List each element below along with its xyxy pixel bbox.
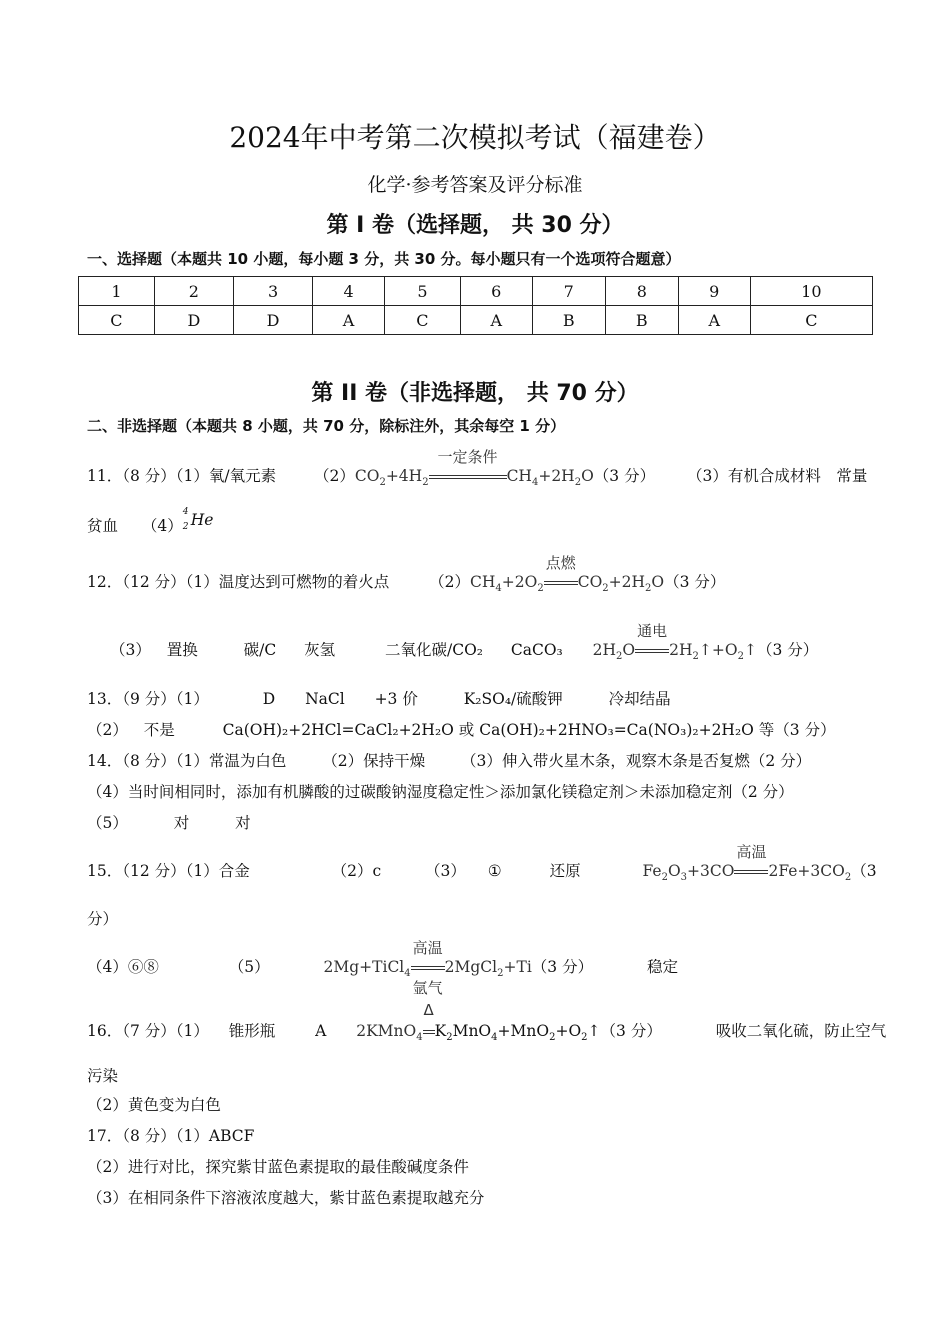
q15-score2: （3 分）	[531, 958, 594, 976]
part1-section-title: 一、选择题（本题共 10 小题，每小题 3 分，共 30 分。每小题只有一个选项符合题意）	[87, 250, 681, 268]
table-cell: 9	[678, 277, 750, 306]
answer-table	[78, 276, 873, 335]
table-cell: 3	[233, 277, 312, 306]
q15-part3-label: （3）	[425, 862, 466, 880]
q12-line1	[87, 554, 726, 595]
q15-answer-circle1: ①	[487, 862, 502, 880]
q12-condition2: 通电	[637, 622, 668, 640]
q12-line2	[110, 622, 819, 663]
table-cell: 4	[313, 277, 385, 306]
q13-line2	[87, 718, 836, 740]
q14-part2: （2）保持干燥	[322, 752, 426, 770]
table-cell: B	[532, 306, 605, 335]
q12-equation2-left: $2H_2O$	[592, 641, 636, 663]
q11-isotope	[182, 507, 214, 535]
q11-equation-arrow	[429, 448, 507, 485]
q11-isotope-mass: 4	[182, 507, 189, 517]
q15-answer-stable: 稳定	[646, 958, 678, 976]
table-cell: C	[750, 306, 872, 335]
q11-part3: （3）有机合成材料 常量	[686, 467, 868, 485]
table-cell: D	[233, 306, 312, 335]
answer-table-answer-row	[79, 306, 873, 335]
table-cell: B	[605, 306, 678, 335]
q16-equation-right: $K_2MnO_4+MnO_2+O_2↑$	[434, 1022, 601, 1044]
q13-answer-d: D	[262, 690, 276, 708]
q13-part1-label: 13．（9 分）（1）	[87, 690, 209, 708]
q13-answer-valence: +3 价	[374, 690, 418, 708]
table-cell: 8	[605, 277, 678, 306]
q15-equation2-right: 2MgCl$_2$+Ti	[444, 958, 532, 980]
q13-answer-crystallization: 冷却结晶	[608, 690, 671, 708]
answer-table-number-row	[79, 277, 873, 306]
q12-condition1: 点燃	[545, 554, 576, 572]
q16-answer-absorb-cont: 污染	[87, 1067, 119, 1085]
q16-answer-a: A	[315, 1022, 327, 1040]
table-cell: 7	[532, 277, 605, 306]
q16-part1-label: 16．（7 分）（1）	[87, 1022, 209, 1040]
q13-line1	[87, 687, 671, 709]
q14-part1: 14．（8 分）（1）常温为白色	[87, 752, 287, 770]
q11-line2	[87, 507, 214, 536]
q12-answer-caco3: CaCO₃	[510, 641, 563, 659]
q16-equation-left: 2KMnO$_4$	[356, 1022, 423, 1044]
table-cell: 6	[460, 277, 532, 306]
q16-equation-arrow	[423, 1001, 435, 1040]
q15-part1: 15．（12 分）（1）合金	[87, 862, 250, 880]
q15-score1-end: 分）	[87, 910, 119, 928]
q11-isotope-number: 2	[182, 522, 189, 532]
q15-condition2: 高温	[412, 939, 443, 957]
table-cell: D	[154, 306, 233, 335]
q15-equation1-arrow	[734, 843, 768, 880]
q15-equation2-arrow	[411, 939, 445, 997]
q17-part2: （2）进行对比，探究紫甘蓝色素提取的最佳酸碱度条件	[87, 1158, 469, 1176]
q11-isotope-symbol: He	[190, 511, 214, 529]
q15-answer-reduction: 还原	[549, 862, 581, 880]
q15-part2: （2）c	[331, 862, 382, 880]
q14-part4: （4）当时间相同时，添加有机膦酸的过碳酸钠湿度稳定性＞添加氯化镁稳定剂＞未添加稳定剂（2 分）	[87, 783, 794, 801]
q11-part4-label: （4）	[141, 517, 183, 535]
q17-line1	[87, 1124, 254, 1146]
q16-line3	[87, 1093, 221, 1115]
q15-equation1-right: $2Fe+3CO_2$	[768, 862, 852, 884]
q11-equation-right: $CH_4+2H_2O$	[506, 467, 594, 489]
q11-part3-cont: 贫血	[87, 517, 119, 535]
q14-line2	[87, 780, 794, 802]
q16-condition: Δ	[423, 1001, 434, 1019]
q15-condition3: 氩气	[412, 979, 443, 997]
q11-line1	[87, 448, 868, 489]
q16-part2: （2）黄色变为白色	[87, 1096, 221, 1114]
page-subtitle: 化学·参考答案及评分标准	[367, 174, 583, 196]
q15-equation2-left: 2Mg+TiCl$_4$	[323, 958, 411, 980]
q16-line1	[87, 1001, 887, 1044]
q12-part3-label: （3）	[110, 641, 151, 659]
part2-section-title: 二、非选择题（本题共 8 小题，共 70 分，除标注外，其余每空 1 分）	[87, 417, 566, 435]
q15-condition1: 高温	[736, 843, 767, 861]
q13-answer-nacl: NaCl	[305, 690, 345, 708]
q17-part3: （3）在相同条件下溶液浓度越大，紫甘蓝色素提取越充分	[87, 1189, 485, 1207]
q12-score1: （3 分）	[664, 573, 726, 591]
part2-heading: 第 II 卷（非选择题， 共 70 分）	[311, 381, 639, 406]
q15-equation1-left: $Fe_2O_3+3CO$	[642, 862, 735, 884]
q13-part2-label: （2）	[87, 721, 128, 739]
table-cell: A	[460, 306, 532, 335]
q12-part1: 12．（12 分）（1）温度达到可燃物的着火点	[87, 573, 390, 591]
table-cell: 10	[750, 277, 872, 306]
q14-part5-label: （5）	[87, 814, 128, 832]
table-cell: A	[313, 306, 385, 335]
q15-line2	[87, 907, 118, 929]
table-cell: 5	[385, 277, 461, 306]
table-cell: A	[678, 306, 750, 335]
q12-answer-grey-hydrogen: 灰氢	[304, 641, 336, 659]
q17-line2	[87, 1155, 469, 1177]
q11-equation-left: $CO_2+4H_2$	[354, 467, 429, 489]
q15-part4: （4）⑥⑧	[87, 958, 159, 976]
q12-equation1-arrow	[544, 554, 578, 591]
q12-answer-carbon: 碳/C	[243, 641, 277, 659]
q12-score2: （3 分）	[756, 641, 819, 659]
page-title: 2024年中考第二次模拟考试（福建卷）	[229, 121, 721, 154]
part1-heading: 第 I 卷（选择题， 共 30 分）	[326, 213, 624, 238]
q16-score: （3 分）	[600, 1022, 662, 1040]
table-cell: C	[385, 306, 461, 335]
q13-answer-k2so4: K₂SO₄/硫酸钾	[463, 690, 563, 708]
q11-part2-label: （2）	[313, 467, 355, 485]
q16-answer-flask: 锥形瓶	[228, 1022, 276, 1040]
table-cell: 1	[79, 277, 155, 306]
q14-line3	[87, 811, 251, 833]
table-cell: C	[79, 306, 155, 335]
q15-line1	[87, 843, 877, 884]
q13-answer-equation: Ca(OH)₂+2HCl=CaCl₂+2H₂O 或 Ca(OH)₂+2HNO₃=Ca(NO₃)₂+2H₂O 等（3 分）	[222, 721, 836, 739]
q12-answer-co2: 二氧化碳/CO₂	[385, 641, 484, 659]
q12-equation1-right: $CO_2+2H_2O$	[577, 573, 665, 595]
q12-answer-replacement: 置换	[166, 641, 198, 659]
q11-condition: 一定条件	[437, 448, 498, 466]
q17-part1: 17．（8 分）（1）ABCF	[87, 1127, 255, 1145]
q14-answer-1: 对	[173, 814, 190, 832]
q14-line1	[87, 749, 811, 771]
q12-equation2-right: $2H_2↑+O_2↑$	[669, 641, 757, 663]
table-cell: 2	[154, 277, 233, 306]
q15-score1-start: （3	[851, 862, 877, 880]
q13-answer-no: 不是	[143, 721, 175, 739]
q12-part2-label: （2）	[429, 573, 470, 591]
q16-answer-absorb: 吸收二氧化硫，防止空气	[715, 1022, 887, 1040]
q12-equation2-arrow	[635, 622, 669, 659]
q14-part3: （3）伸入带火星木条，观察木条是否复燃（2 分）	[461, 752, 812, 770]
q12-equation1-left: $CH_4+2O_2$	[470, 573, 544, 595]
q11-score: （3 分）	[593, 467, 656, 485]
q11-part1: 11．（8 分）（1）氧/氧元素	[87, 467, 277, 485]
q16-line2	[87, 1064, 118, 1086]
q15-line3	[87, 939, 678, 997]
q14-answer-2: 对	[235, 814, 251, 832]
q17-line3	[87, 1186, 484, 1208]
q15-part5-label: （5）	[228, 958, 270, 976]
